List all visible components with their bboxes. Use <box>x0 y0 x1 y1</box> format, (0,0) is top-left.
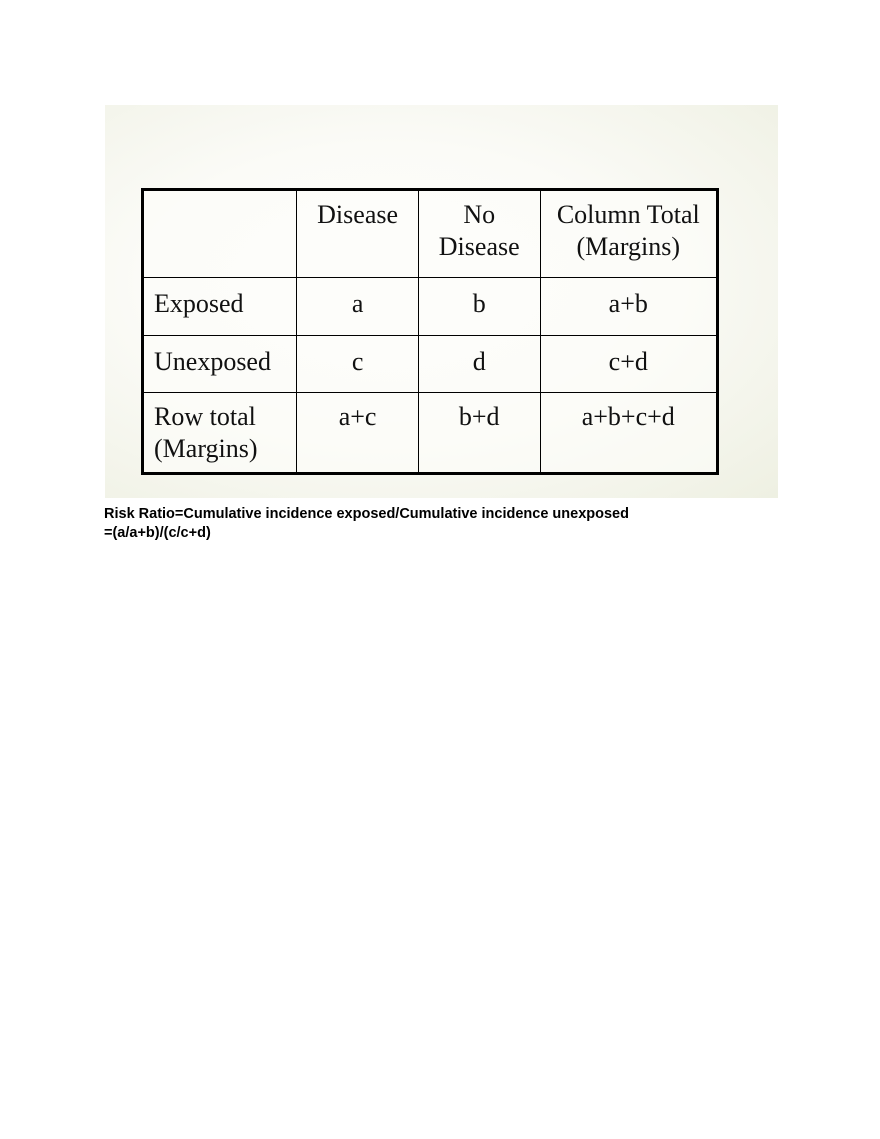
table-row-unexposed <box>143 335 718 393</box>
table-cell: a+b <box>540 278 717 336</box>
header-column-total: Column Total (Margins) <box>540 190 717 278</box>
table-cell: a <box>297 278 419 336</box>
caption-line-definition: Risk Ratio=Cumulative incidence exposed/Cumulative incidence unexposed <box>104 506 629 522</box>
table-row-row-total <box>143 393 718 474</box>
table-header-row <box>143 190 718 278</box>
row-label: Row total (Margins) <box>143 393 297 474</box>
row-label: Exposed <box>143 278 297 336</box>
slide-image <box>105 105 778 498</box>
table-cell: c+d <box>540 335 717 393</box>
header-no-disease: No Disease <box>418 190 540 278</box>
table-cell: b <box>418 278 540 336</box>
table-row-exposed <box>143 278 718 336</box>
contingency-table <box>141 188 719 475</box>
risk-ratio-caption <box>104 505 629 543</box>
table-cell: b+d <box>418 393 540 474</box>
table-cell: a+b+c+d <box>540 393 717 474</box>
table-cell: d <box>418 335 540 393</box>
table-cell: a+c <box>297 393 419 474</box>
caption-line-formula: =(a/a+b)/(c/c+d) <box>104 525 211 541</box>
row-label: Unexposed <box>143 335 297 393</box>
table-cell: c <box>297 335 419 393</box>
header-empty-cell <box>143 190 297 278</box>
header-disease: Disease <box>297 190 419 278</box>
